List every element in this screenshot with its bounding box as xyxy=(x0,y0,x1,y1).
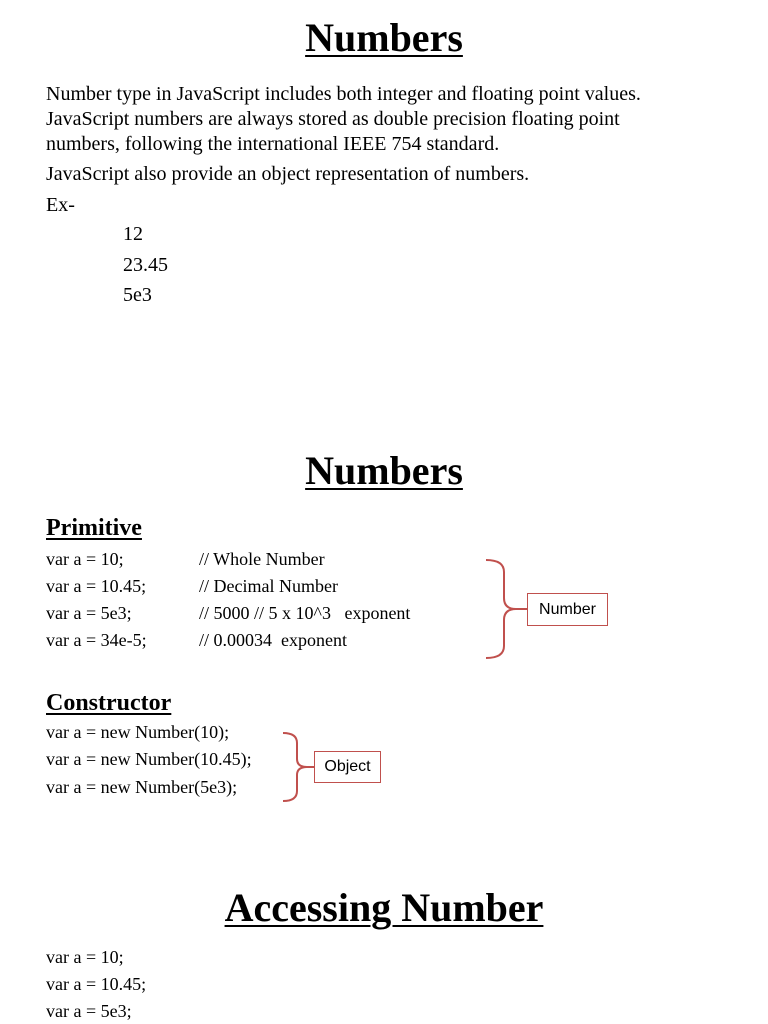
page-title-numbers: Numbers xyxy=(305,15,463,60)
code-line: var a = new Number(10.45); xyxy=(46,749,252,769)
code-line: var a = 10.45; xyxy=(46,576,147,596)
heading-constructor: Constructor xyxy=(46,690,172,716)
section-title-accessing-number: Accessing Number xyxy=(224,885,544,930)
code-comment: // Whole Number xyxy=(199,549,325,569)
paragraph-line-4: JavaScript also provide an object representation of numbers. xyxy=(46,163,530,185)
code-line: var a = 10.45; xyxy=(46,974,147,994)
code-comment: // 5000 // 5 x 10^3 exponent xyxy=(199,603,411,623)
heading-primitive: Primitive xyxy=(46,515,142,541)
code-comment: // Decimal Number xyxy=(199,576,338,596)
callout-object: Object xyxy=(314,751,381,783)
section-title-numbers: Numbers xyxy=(305,448,463,493)
code-line: var a = 10; xyxy=(46,947,124,967)
code-line: var a = 34e-5; xyxy=(46,630,147,650)
example-item: 23.45 xyxy=(123,254,168,276)
code-line: var a = 5e3; xyxy=(46,1001,132,1021)
code-line: var a = new Number(5e3); xyxy=(46,777,238,797)
right-brace-icon xyxy=(281,731,317,803)
code-line: var a = 5e3; xyxy=(46,603,132,623)
callout-number: Number xyxy=(527,593,608,626)
example-item: 12 xyxy=(123,223,143,245)
code-line: var a = new Number(10); xyxy=(46,722,230,742)
paragraph-line-3: numbers, following the international IEEE 754 standard. xyxy=(46,133,500,155)
example-label: Ex- xyxy=(46,194,75,216)
right-brace-icon xyxy=(484,558,530,660)
example-item: 5e3 xyxy=(123,284,152,306)
code-line: var a = 10; xyxy=(46,549,124,569)
paragraph-line-1: Number type in JavaScript includes both integer and floating point values. xyxy=(46,83,641,105)
paragraph-line-2: JavaScript numbers are always stored as double precision floating point xyxy=(46,108,620,130)
code-comment: // 0.00034 exponent xyxy=(199,630,347,650)
